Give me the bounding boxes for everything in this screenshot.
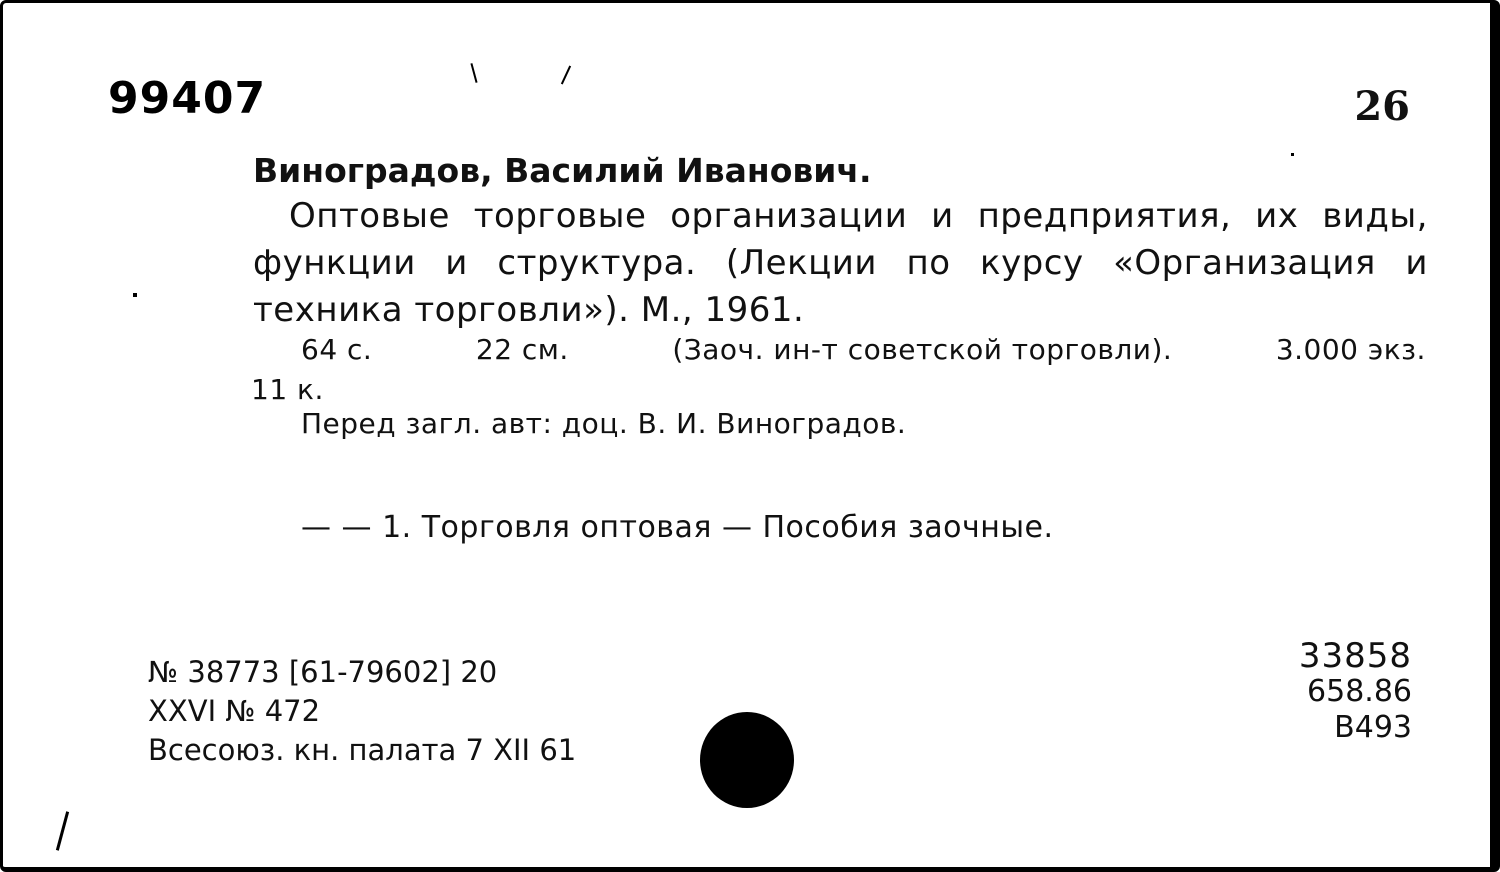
- accession-number: 99407: [108, 73, 267, 124]
- punch-hole: [700, 712, 794, 808]
- pages: 64 с.: [301, 333, 373, 366]
- classification-block: [1299, 638, 1412, 746]
- udc-number: 658.86: [1307, 674, 1412, 709]
- author-note: Перед загл. авт: доц. В. И. Виноградов.: [301, 407, 907, 440]
- registry-footer: [148, 653, 576, 770]
- stray-mark: [133, 293, 137, 297]
- card-number: 26: [1354, 83, 1410, 130]
- stray-mark: [56, 811, 69, 850]
- registry-line-2: XXVI № 472: [148, 694, 321, 728]
- subject-heading: — — 1. Торговля оптовая — Пособия заочные.: [301, 510, 1054, 545]
- title-statement: Оптовые торговые организации и предприятия, их виды, функции и структура. (Лекции по курсу «Организация и техника торговли»). М., 1961.: [253, 196, 1428, 330]
- stray-mark: [470, 63, 477, 83]
- stray-mark: [561, 66, 571, 85]
- copies: 3.000 экз.: [1275, 333, 1426, 366]
- size: 22 см.: [475, 333, 569, 366]
- handwritten-shelf-number: 33858: [1298, 636, 1412, 676]
- author-code: В493: [1334, 710, 1412, 745]
- price: 11 к.: [251, 373, 324, 406]
- registry-line-1: № 38773 [61-79602] 20: [148, 655, 498, 689]
- stray-mark: [1291, 153, 1294, 156]
- registry-line-3: Всесоюз. кн. палата 7 XII 61: [148, 733, 577, 767]
- collation-line: [301, 333, 1426, 366]
- author-heading: Виноградов, Василий Иванович.: [253, 151, 872, 190]
- series: (Заоч. ин-т советской торговли).: [672, 333, 1173, 366]
